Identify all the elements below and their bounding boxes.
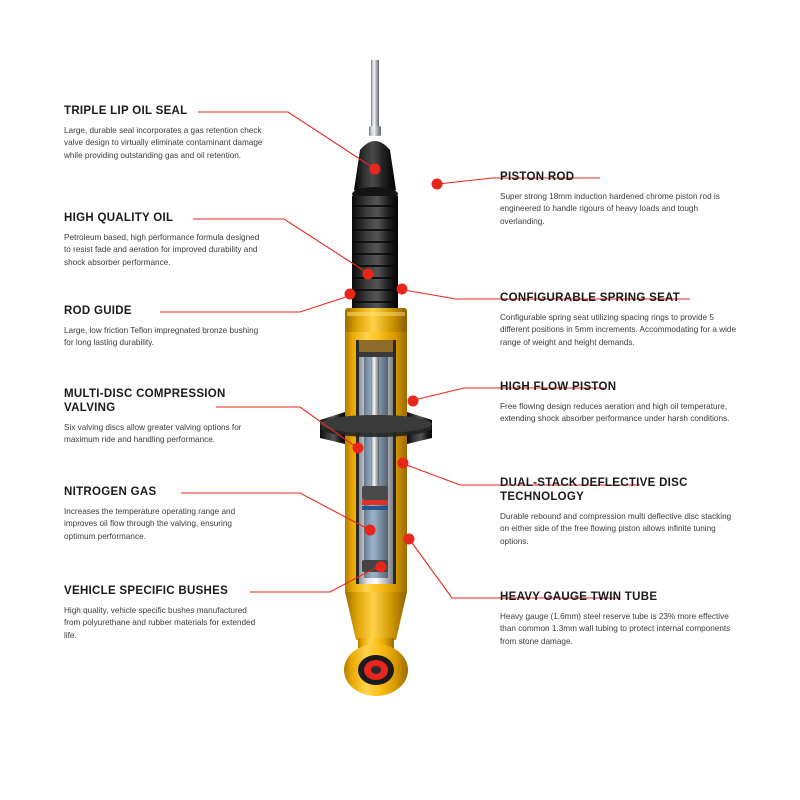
inner-piston-rod <box>371 340 379 490</box>
callout-body: Durable rebound and compression multi deflective disc stacking on either side of the free flowing piston allows infinite tuning options. <box>500 512 732 546</box>
callout-body: Large, low friction Teflon impregnated bronze bushing for long lasting durability. <box>64 326 259 348</box>
callout-title: CONFIGURABLE SPRING SEAT <box>500 292 681 304</box>
compression-valve <box>362 560 388 572</box>
callout-title: DUAL-STACK DEFLECTIVE DISC TECHNOLOGY <box>500 477 688 503</box>
callout-title: VEHICLE SPECIFIC BUSHES <box>64 585 229 597</box>
callout-triple-lip-oil-seal <box>64 104 264 162</box>
callout-body: Large, durable seal incorporates a gas retention check valve design to virtually eliminate contaminant damage while providing outstanding gas and oil retention. <box>64 126 263 160</box>
callout-body: Free flowing design reduces aeration and high oil temperature, extending shock absorber performance under harsh conditions. <box>500 402 730 424</box>
callout-body: High quality, vehicle specific bushes manufactured from polyurethane and rubber materials for extended life. <box>64 606 256 640</box>
callout-heavy-gauge-twin-tube <box>500 590 740 648</box>
callout-dual-stack-deflective-disc-technology <box>500 476 740 548</box>
callout-title: HIGH QUALITY OIL <box>64 212 174 224</box>
high-flow-piston <box>362 486 388 500</box>
upper-cap <box>345 308 407 334</box>
shock-absorber-graphic <box>300 40 500 700</box>
dust-boot <box>352 196 398 312</box>
callout-nitrogen-gas <box>64 485 264 543</box>
disc-stack-upper <box>362 500 388 505</box>
callout-high-quality-oil <box>64 211 264 269</box>
rod-guide <box>359 340 393 352</box>
callout-body: Petroleum based, high performance formula designed to resist fade and aeration for improved durability and shock absorber performance. <box>64 233 260 267</box>
callout-vehicle-specific-bushes <box>64 584 264 642</box>
cutaway-section <box>356 340 396 584</box>
callout-title: HIGH FLOW PISTON <box>500 381 617 393</box>
callout-multi-disc-compression-valving <box>64 387 264 447</box>
lower-body-taper <box>345 592 407 640</box>
callout-title: HEAVY GAUGE TWIN TUBE <box>500 591 658 603</box>
rod-collar <box>369 126 381 136</box>
callout-body: Six valving discs allow greater valving options for maximum ride and handling performance. <box>64 423 242 445</box>
callout-title: TRIPLE LIP OIL SEAL <box>64 105 188 117</box>
callout-body: Increases the temperature operating range and improves oil flow through the valving, ensuring optimum performance. <box>64 507 236 541</box>
callout-body: Super strong 18mm induction hardened chrome piston rod is engineered to handle rigours of heavy loads and tough overlanding. <box>500 192 720 226</box>
bush-bore <box>371 666 381 674</box>
shock-absorber-illustration <box>300 40 500 700</box>
callout-body: Heavy gauge (1.6mm) steel reserve tube is 23% more effective than common 1.3mm wall tubing to protect internal components from stone damage. <box>500 612 731 646</box>
callout-title: PISTON ROD <box>500 171 575 183</box>
callout-piston-rod <box>500 170 740 228</box>
callout-high-flow-piston <box>500 380 740 426</box>
callout-rod-guide <box>64 304 264 350</box>
oil-seal <box>359 352 393 357</box>
callout-title: ROD GUIDE <box>64 305 132 317</box>
callout-body: Configurable spring seat utilizing spacing rings to provide 5 different positions in 5mm increments. Accommodating for a wide range of weight and height demands. <box>500 313 737 347</box>
callout-configurable-spring-seat <box>500 291 740 349</box>
disc-stack-lower <box>362 506 388 510</box>
piston-rod-shaft <box>371 60 379 132</box>
callout-title: NITROGEN GAS <box>64 486 157 498</box>
callout-title: MULTI-DISC COMPRESSION VALVING <box>64 388 226 414</box>
